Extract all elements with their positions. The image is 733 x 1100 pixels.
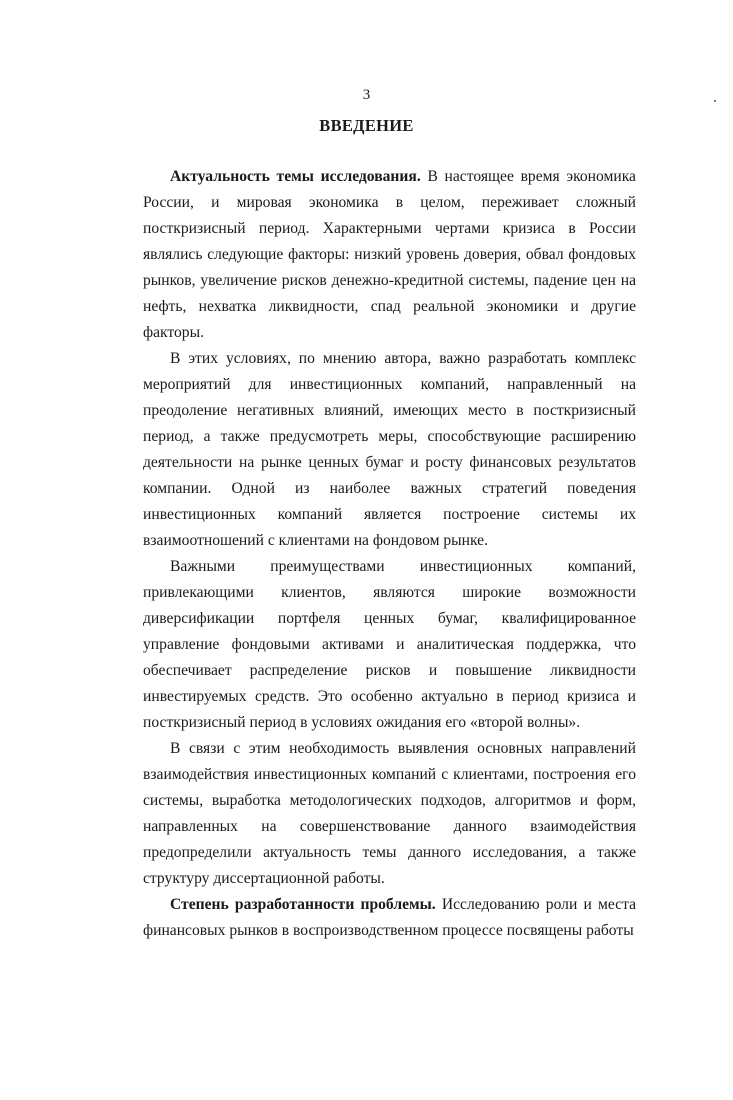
paragraph-text-relevance: В настоящее время экономика России, и мировая экономика в целом, переживает сложный посткризисный период. Характерными чертами кризиса в России являлись следующие факторы: низкий уровень доверия, обвал фондовых рынков, увеличение рисков денежно-кредитной системы, падение цен на нефть, нехватка ликвидности, спад реальной экономики и другие факторы. [143, 168, 636, 341]
paragraph-advantages [143, 554, 636, 736]
paragraph-heading-relevance: Актуальность темы исследования. [170, 168, 421, 185]
document-body [143, 164, 636, 944]
paragraph-development-degree [143, 892, 636, 944]
section-title: ВВЕДЕНИЕ [319, 116, 414, 135]
paragraph-conditions [143, 346, 636, 554]
paragraph-text-advantages: Важными преимуществами инвестиционных компаний, привлекающими клиентов, являются широкие возможности диверсификации портфеля ценных бумаг, квалифицированное управление фондовыми активами и аналитическая поддержка, что обеспечивает распределение рисков и повышение ликвидности инвестируемых средств. Это особенно актуально в период кризиса и посткризисный период в условиях ожидания его «второй волны». [143, 558, 636, 731]
paragraph-necessity [143, 736, 636, 892]
paragraph-relevance [143, 164, 636, 346]
paragraph-text-necessity: В связи с этим необходимость выявления основных направлений взаимодействия инвестиционных компаний с клиентами, построения его системы, выработка методологических подходов, алгоритмов и форм, направленных на совершенствование данного взаимодействия предопределили актуальность темы данного исследования, а также структуру диссертационной работы. [143, 740, 636, 887]
paragraph-heading-development-degree: Степень разработанности проблемы. [170, 896, 436, 913]
paragraph-text-development-degree: Исследованию роли и места финансовых рынков в воспроизводственном процессе посвящены работы [143, 896, 636, 939]
paragraph-text-conditions: В этих условиях, по мнению автора, важно разработать комплекс мероприятий для инвестиционных компаний, направленный на преодоление негативных влияний, имеющих место в посткризисный период, а также предусмотреть меры, способствующие расширению деятельности на рынке ценных бумаг и росту финансовых результатов компании. Одной из наиболее важных стратегий поведения инвестиционных компаний является построение системы их взаимоотношений с клиентами на фондовом рынке. [143, 350, 636, 549]
scan-speck [714, 100, 716, 102]
page-number: 3 [362, 87, 371, 103]
